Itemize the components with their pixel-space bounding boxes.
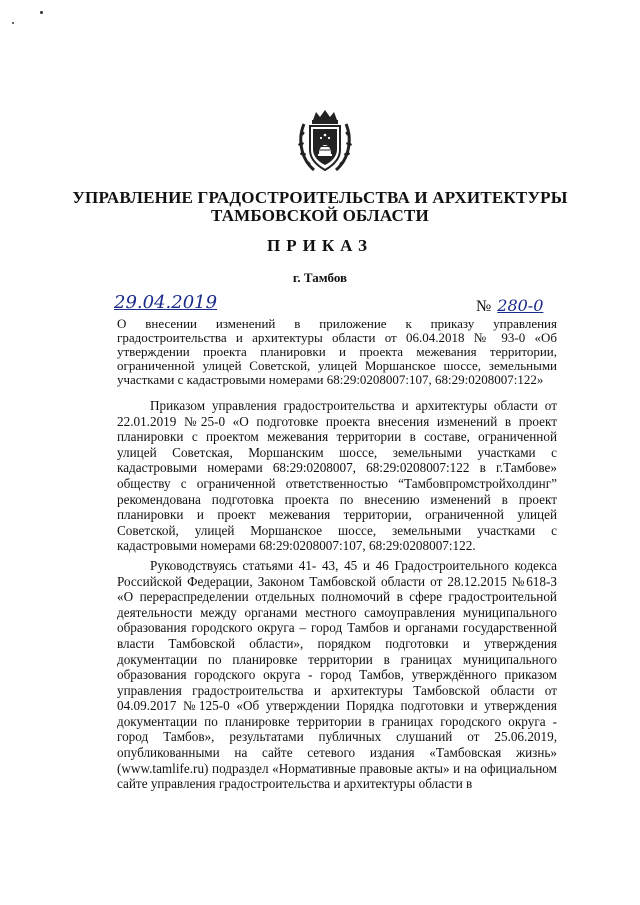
body-paragraph-2: Руководствуясь статьями 41- 43, 45 и 46 Градостроительного кодекса Российской Федерации, Законом Тамбовской области от 28.12.2015 №618-З «О перераспределении отдельных полномочий в сфере градостроительной деятельности между органами местного самоуправления муниципального образования городского округа – город Тамбов и органами государственной власти Тамбовской области», порядком подготовки и утверждения документации по планировке территории в границах муниципального образования городского округа - город Тамбов, утверждённого приказом управления градостроительства и архитектуры Тамбовской области от 04.09.2017 №125-0 «Об утверждении Порядка подготовки и утверждения документации по планировке территории в границах городского округа - город Тамбов», результатами публичных слушаний от 25.06.2019, опубликованными на сайте сетевого издания «Тамбовская жизнь» (www.tamlife.ru) подраздел «Нормативные правовые акты» и на официальном сайте управления градостроительства и архитектуры области в xyxy=(117,557,557,792)
number-sign: № xyxy=(476,298,492,315)
coat-of-arms-icon xyxy=(296,108,354,176)
body-paragraph-1: Приказом управления градостроительства и архитектуры области от 22.01.2019 №25-0 «О подготовке проекта внесения изменений в проект планировки с проектом межевания территории в составе, ограниченной улицей Советская, Моршанским шоссе, земельными участками с кадастровыми номерами 68:29:0208007, 68:29:0208007:122 в г.Тамбове» обществу с ограниченной ответственностью “Тамбовпромстройхолдинг” рекомендована подготовка проекта по внесению изменений в проект планировки и проект межевания территории, ограниченной улицей Советской, улицей Моршанское шоссе, земельными участками с кадастровыми номерами 68:29:0208007:107, 68:29:0208007:122. xyxy=(117,398,557,554)
handwritten-date: 29.04.2019 xyxy=(114,292,218,313)
handwritten-number: 280-0 xyxy=(497,296,544,315)
organization-title-line1: УПРАВЛЕНИЕ ГРАДОСТРОИТЕЛЬСТВА И АРХИТЕКТУРЫ xyxy=(72,188,568,207)
document-type: ПРИКАЗ xyxy=(267,236,373,255)
document-city: г. Тамбов xyxy=(292,270,348,285)
document-number xyxy=(476,296,543,316)
document-body xyxy=(117,398,557,792)
scan-speck xyxy=(40,11,43,14)
document-subject: О внесении изменений в приложение к приказу управления градостроительства и архитектуры области от 06.04.2018 № 93-0 «Об утверждении проекта планировки и проекта межевания территории, ограниченной улицей Советской, улицей Моршанское шоссе, земельными участками с кадастровыми номерами 68:29:0208007:107, 68:29:0208007:122» xyxy=(117,316,557,387)
scan-speck xyxy=(12,22,14,24)
organization-title-line2: ТАМБОВСКОЙ ОБЛАСТИ xyxy=(211,206,429,225)
